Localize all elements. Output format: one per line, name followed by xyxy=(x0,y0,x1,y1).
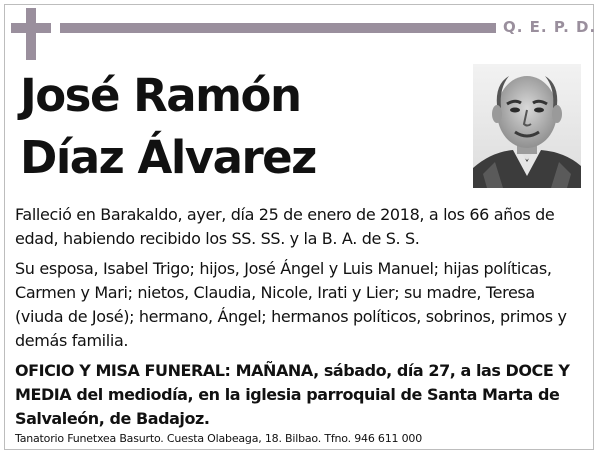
header-divider-bar xyxy=(60,23,496,33)
deceased-name-last: Díaz Álvarez xyxy=(20,131,316,184)
cross-icon-vertical xyxy=(26,8,36,60)
portrait-photo-icon xyxy=(473,64,581,188)
family-list: Su esposa, Isabel Trigo; hijos, José Ángel y Luis Manuel; hijas políticas, Carmen y Mari; nietos, Claudia, Nicole, Irati y Lier; su madre, Teresa (viuda de José); hermano, Ángel; hermanos políticos, sobrinos, primos y demás familia. xyxy=(15,259,567,350)
cross-icon-horizontal xyxy=(11,23,51,33)
death-announcement: Falleció en Barakaldo, ayer, día 25 de enero de 2018, a los 66 años de edad, habiendo recibido los SS. SS. y la B. A. de S. S. xyxy=(15,205,555,248)
portrait-photo xyxy=(473,64,581,188)
deceased-name-first: José Ramón xyxy=(20,69,301,122)
funeral-details: OFICIO Y MISA FUNERAL: MAÑANA, sábado, día 27, a las DOCE Y MEDIA del mediodía, en la iglesia parroquial de Santa Marta de Salvaleón, de Badajoz. xyxy=(15,361,570,428)
funeral-home-contact: Tanatorio Funetxea Basurto. Cuesta Olabeaga, 18. Bilbao. Tfno. 946 611 000 xyxy=(15,432,423,445)
qepd-label: Q. E. P. D. xyxy=(503,18,597,36)
